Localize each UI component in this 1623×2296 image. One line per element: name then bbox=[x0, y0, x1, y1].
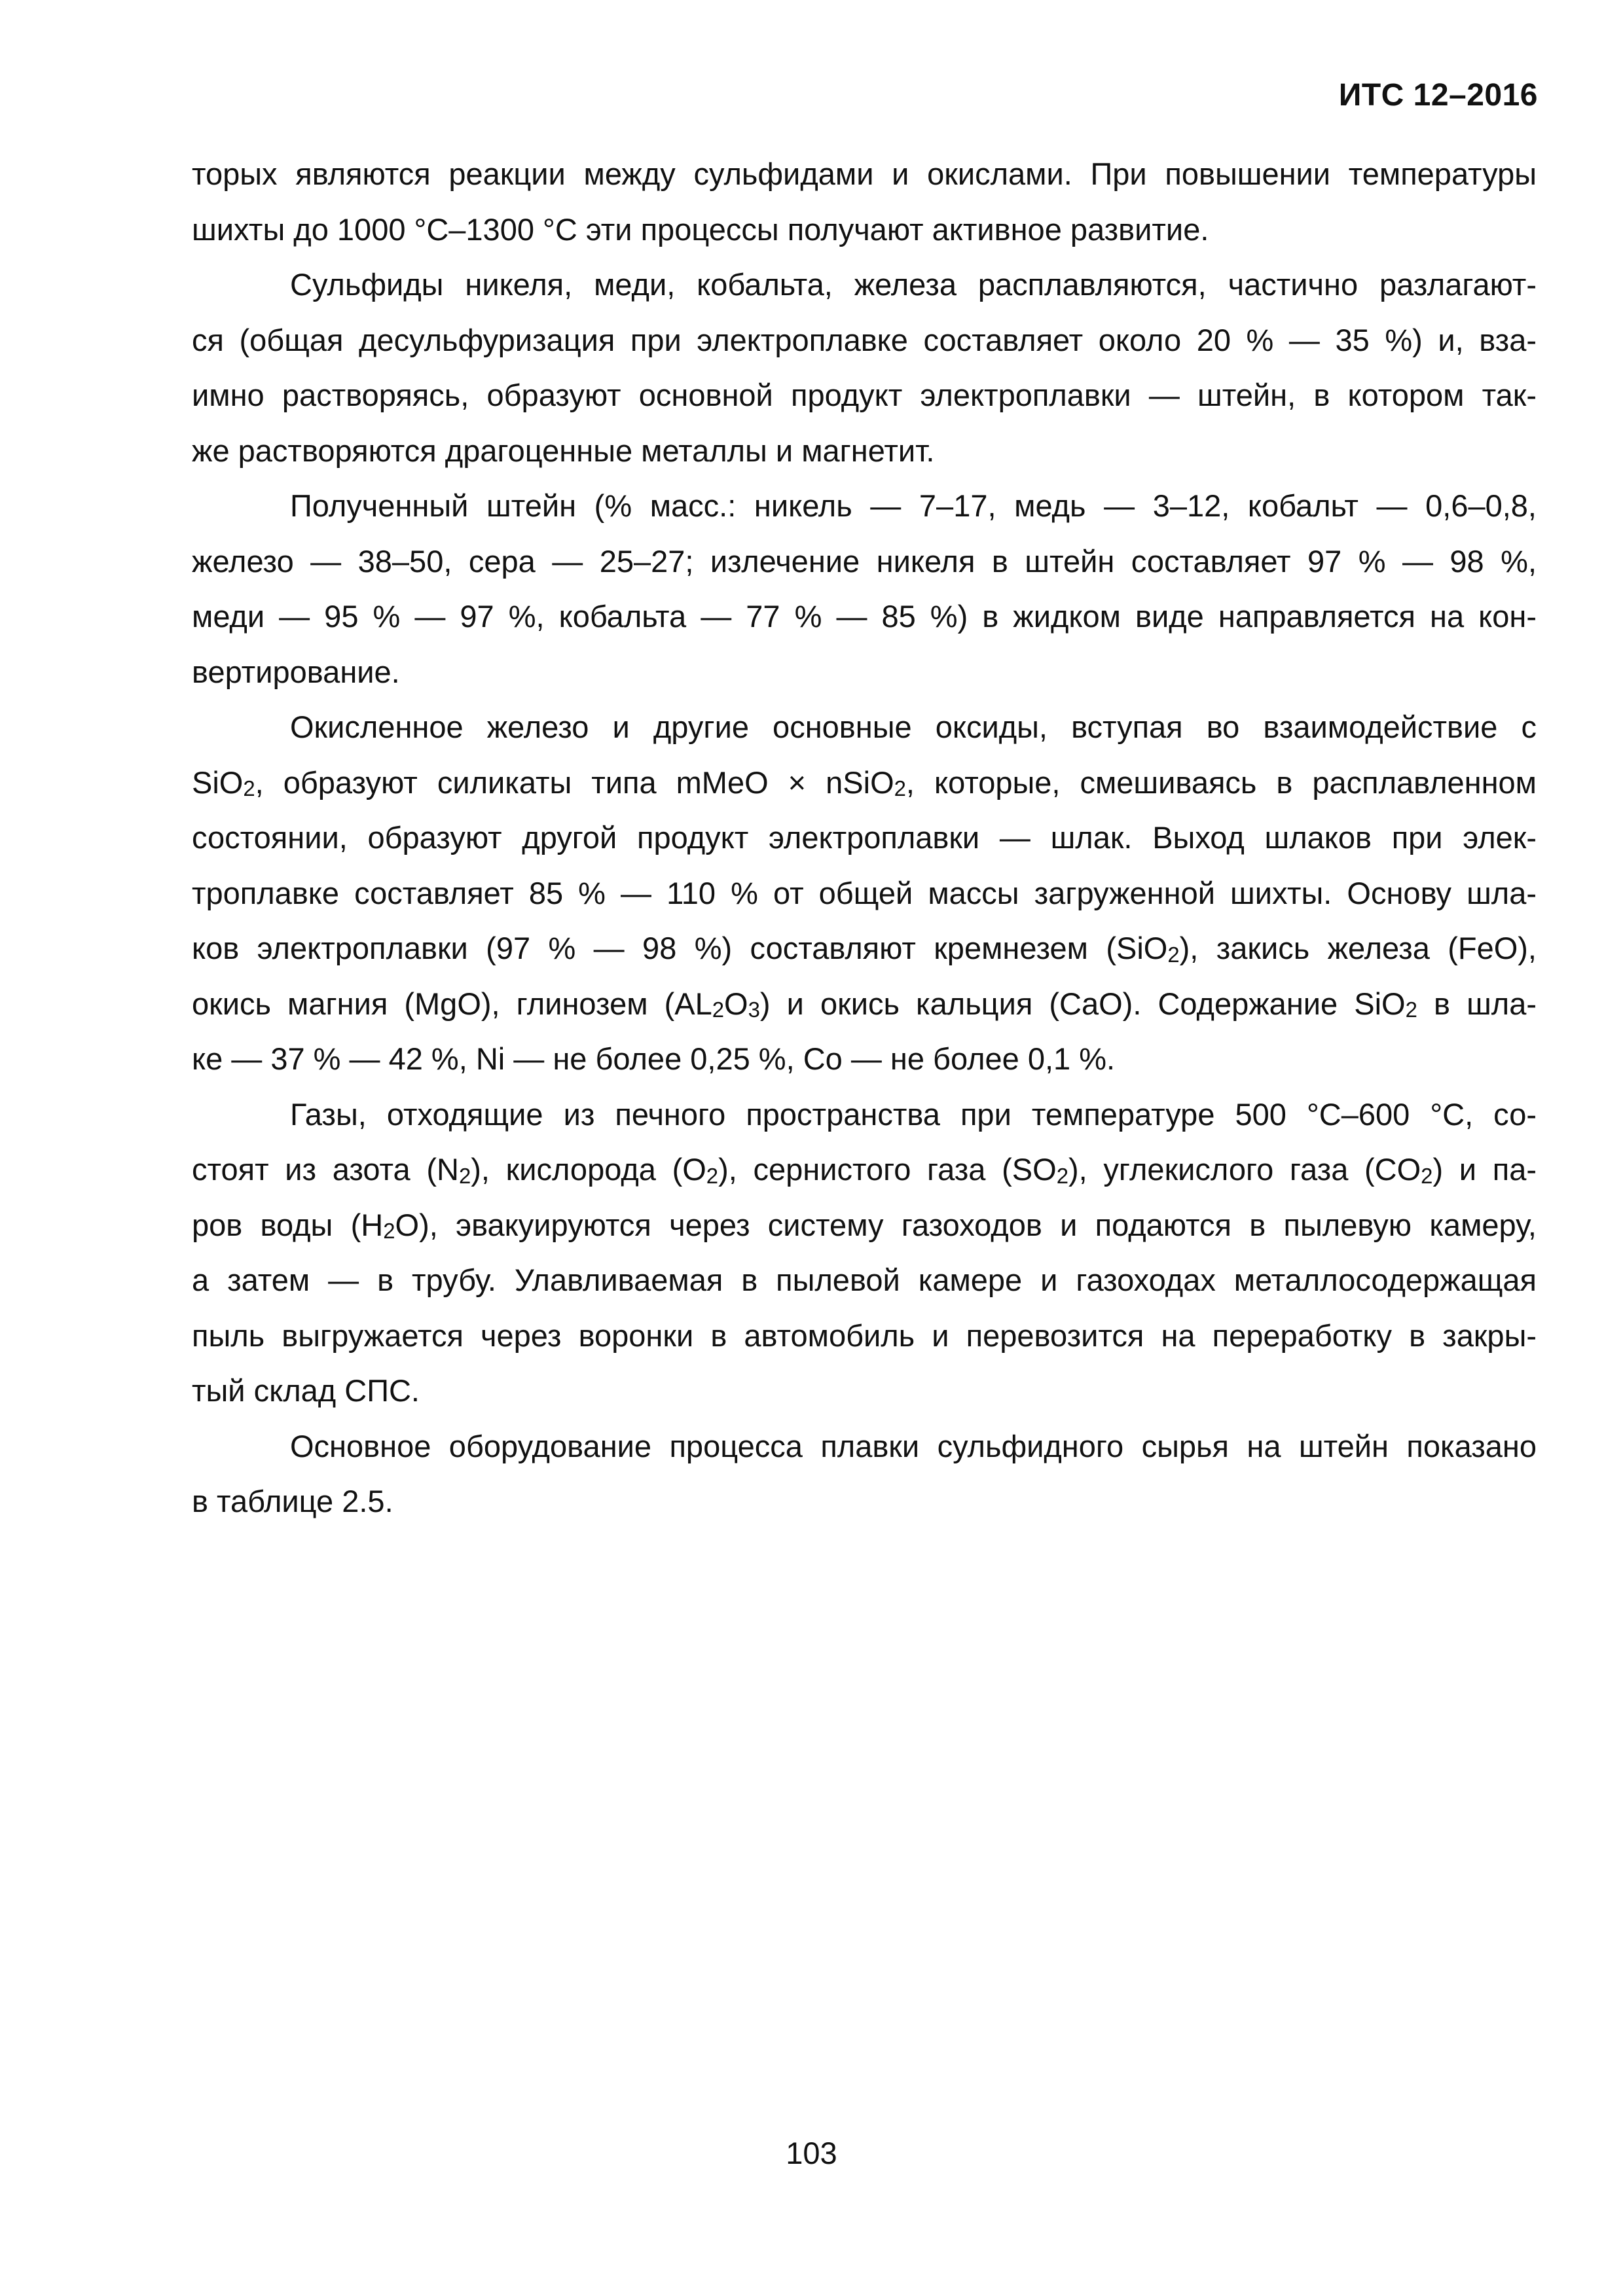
text-line bbox=[192, 866, 1537, 922]
text-run: шихты до 1000 °С–1300 °С эти процессы получают активное развитие. bbox=[192, 211, 1209, 247]
text-line bbox=[192, 977, 1537, 1032]
paragraph bbox=[192, 1087, 1537, 1419]
text-run: меди — 95 % — 97 %, кобальта — 77 % — 85 %) в жидком виде направляется на кон- bbox=[192, 599, 1537, 634]
text-run: ров воды (H bbox=[192, 1207, 384, 1242]
text-run: Газы, отходящие из печного пространства при температуре 500 °С–600 °С, со- bbox=[290, 1096, 1537, 1132]
text-run: ) и окись кальция (CaO). Содержание SiO bbox=[759, 986, 1406, 1021]
subscript: 2 bbox=[706, 1163, 719, 1188]
text-run: Сульфиды никеля, меди, кобальта, железа расплавляются, частично разлагают- bbox=[290, 267, 1537, 302]
text-line bbox=[192, 589, 1537, 645]
subscript: 2 bbox=[243, 776, 255, 801]
text-run: ) и па- bbox=[1432, 1152, 1537, 1187]
text-line bbox=[192, 1308, 1537, 1364]
text-run: железо — 38–50, сера — 25–27; излечение никеля в штейн составляет 97 % — 98 %, bbox=[192, 543, 1537, 579]
text-line bbox=[192, 1198, 1537, 1253]
text-line bbox=[192, 1142, 1537, 1198]
text-run: Окисленное железо и другие основные оксиды, вступая во взаимодействие с bbox=[290, 709, 1537, 744]
text-run: троплавке составляет 85 % — 110 % от общей массы загруженной шихты. Основу шла- bbox=[192, 875, 1537, 910]
text-line bbox=[192, 1087, 1537, 1143]
text-run: , образуют силикаты типа mMeO × nSiO bbox=[255, 764, 894, 800]
text-line bbox=[192, 921, 1537, 977]
subscript: 2 bbox=[1167, 942, 1180, 967]
text-run: стоят из азота (N bbox=[192, 1152, 459, 1187]
text-run: Полученный штейн (% масс.: никель — 7–17, медь — 3–12, кобальт — 0,6–0,8, bbox=[290, 488, 1537, 523]
text-run: в шла- bbox=[1417, 986, 1537, 1021]
text-line bbox=[192, 645, 1537, 700]
text-run: ), закись железа (FeO), bbox=[1179, 931, 1537, 965]
text-run: а затем — в трубу. Улавливаемая в пылевой камере и газоходах металлосодержащая bbox=[192, 1263, 1537, 1297]
text-line bbox=[192, 423, 1537, 479]
text-run: ков электроплавки (97 % — 98 %) составляют кремнезем (SiO bbox=[192, 931, 1168, 965]
text-run: ся (общая десульфуризация при электроплавке составляет около 20 % — 35 %) и, вза- bbox=[192, 322, 1537, 357]
subscript: 2 bbox=[1421, 1163, 1433, 1188]
text-line bbox=[192, 1253, 1537, 1308]
text-run: имно растворяясь, образуют основной продукт электроплавки — штейн, в котором так- bbox=[192, 378, 1537, 412]
text-line bbox=[192, 478, 1537, 534]
subscript: 2 bbox=[383, 1219, 395, 1244]
paragraph bbox=[192, 257, 1537, 478]
page-number: 103 bbox=[786, 2136, 837, 2170]
text-run: в таблице 2.5. bbox=[192, 1484, 393, 1518]
document-code-header: ИТС 12–2016 bbox=[1338, 78, 1538, 113]
text-run: вертирование. bbox=[192, 654, 400, 689]
text-line bbox=[192, 313, 1537, 368]
text-line bbox=[192, 368, 1537, 423]
text-line bbox=[192, 700, 1537, 755]
text-run: ), углекислого газа (CO bbox=[1068, 1152, 1421, 1187]
subscript: 2 bbox=[712, 997, 725, 1022]
body-text bbox=[192, 147, 1537, 1530]
text-run: O bbox=[724, 986, 748, 1021]
text-line bbox=[192, 147, 1537, 202]
paragraph bbox=[192, 147, 1537, 257]
text-run: ке — 37 % — 42 %, Ni — не более 0,25 %, Co — не более 0,1 %. bbox=[192, 1041, 1116, 1076]
paragraph bbox=[192, 478, 1537, 700]
text-run: окись магния (MgO), глинозем (AL bbox=[192, 986, 712, 1021]
text-run: O), эвакуируются через систему газоходов и подаются в пылевую камеру, bbox=[395, 1207, 1537, 1242]
text-run: , которые, смешиваясь в расплавленном bbox=[905, 764, 1537, 800]
text-run: ), кислорода (O bbox=[471, 1152, 706, 1187]
text-line bbox=[192, 1031, 1537, 1087]
text-run: торых являются реакции между сульфидами и окислами. При повышении температуры bbox=[192, 156, 1537, 191]
text-run: Основное оборудование процесса плавки сульфидного сырья на штейн показано bbox=[290, 1428, 1537, 1463]
subscript: 2 bbox=[1405, 997, 1417, 1022]
text-run: же растворяются драгоценные металлы и магнетит. bbox=[192, 433, 935, 468]
paragraph bbox=[192, 1419, 1537, 1530]
text-line bbox=[192, 810, 1537, 866]
text-line bbox=[192, 202, 1537, 258]
text-run: ), сернистого газа (SO bbox=[718, 1152, 1057, 1187]
text-run: тый склад СПС. bbox=[192, 1373, 420, 1408]
text-run: состоянии, образуют другой продукт электроплавки — шлак. Выход шлаков при элек- bbox=[192, 820, 1537, 855]
subscript: 2 bbox=[1056, 1163, 1068, 1188]
subscript: 2 bbox=[458, 1163, 471, 1188]
paragraph bbox=[192, 700, 1537, 1087]
text-line bbox=[192, 1474, 1537, 1530]
text-run: пыль выгружается через воронки в автомобиль и перевозится на переработку в закры- bbox=[192, 1318, 1537, 1353]
text-line bbox=[192, 534, 1537, 590]
subscript: 2 bbox=[894, 776, 906, 801]
text-line bbox=[192, 1363, 1537, 1419]
subscript: 3 bbox=[748, 997, 760, 1022]
text-line bbox=[192, 755, 1537, 811]
text-line bbox=[192, 257, 1537, 313]
text-run: SiO bbox=[192, 764, 244, 800]
text-line bbox=[192, 1419, 1537, 1475]
